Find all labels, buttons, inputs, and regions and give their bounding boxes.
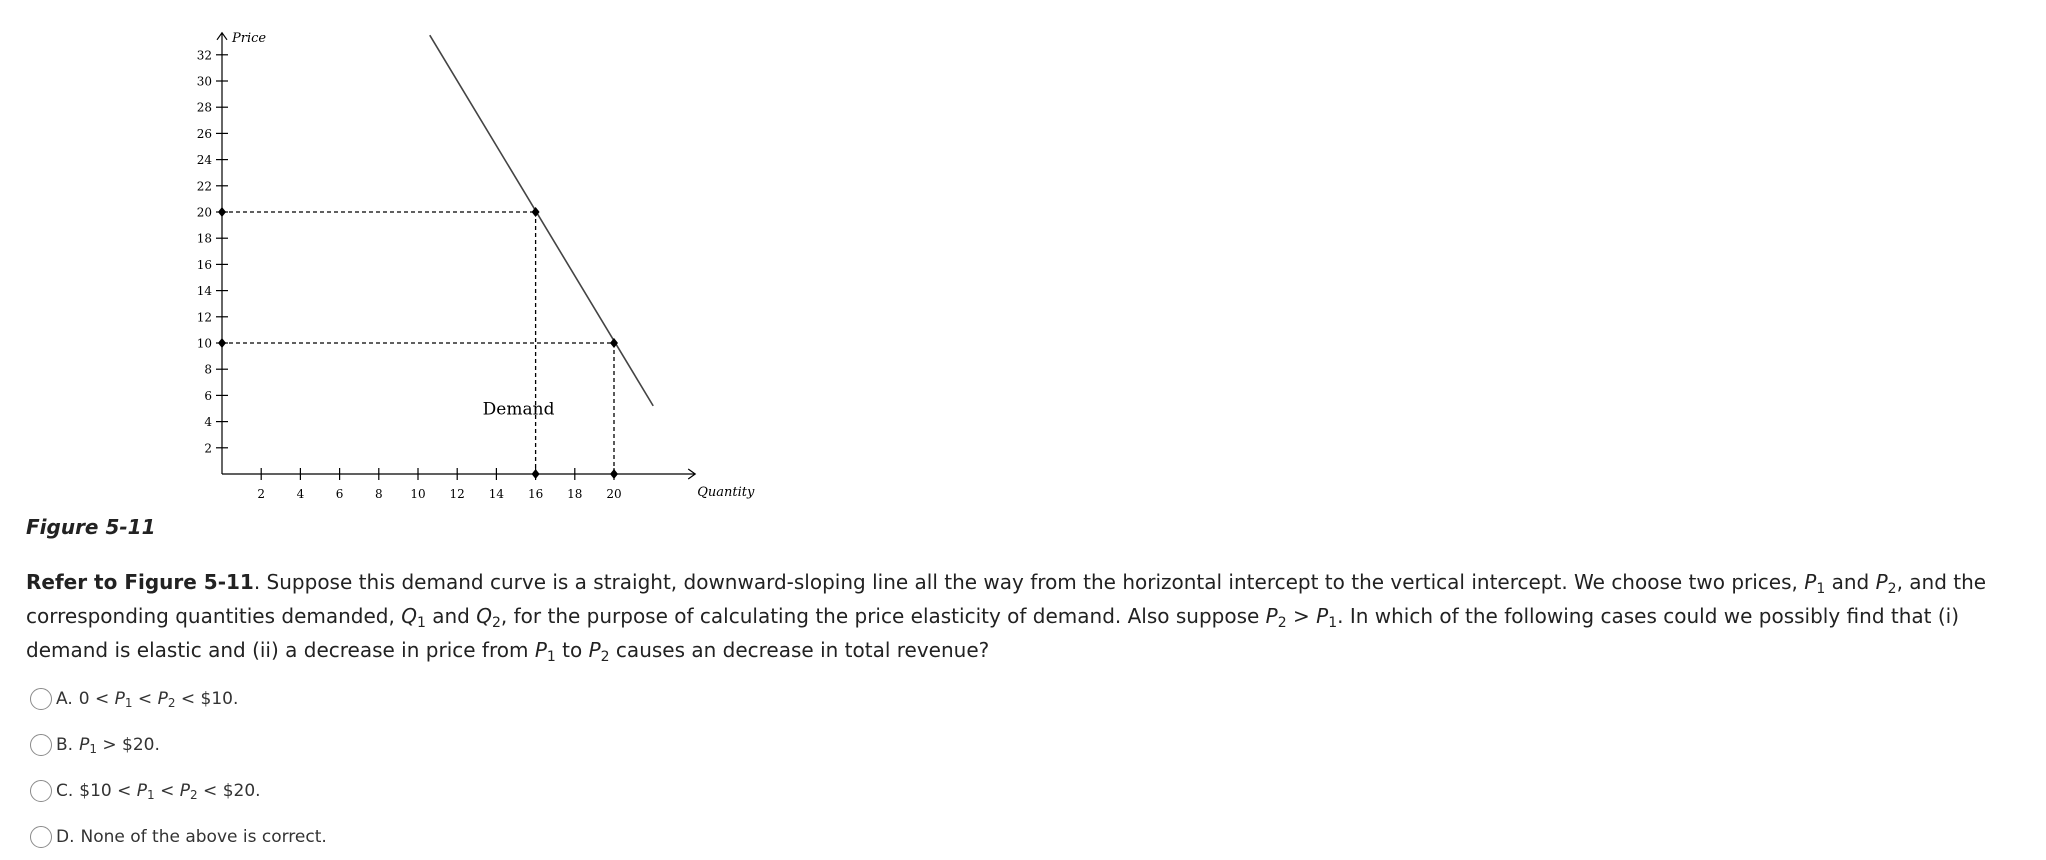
choice-a-text: $0 < P_1 < P_2$ < $10. xyxy=(78,689,239,710)
choice-a[interactable] xyxy=(30,676,327,722)
y-tick-label: 24 xyxy=(196,153,212,168)
x-tick-label: 4 xyxy=(296,487,305,501)
choice-b-text: $P_1$ > $20. xyxy=(79,735,160,756)
y-tick-label: 26 xyxy=(196,126,212,141)
x-tick-label: 10 xyxy=(410,487,426,501)
demand-label: Demand xyxy=(482,399,555,420)
x-tick-label: 18 xyxy=(567,487,583,501)
y-tick-label: 30 xyxy=(196,74,212,89)
question-text: Refer to Figure 5-11. Suppose this demand curve is a straight, downward-sloping line all the way from the horizontal intercept to the vertical intercept. We choose two prices, $P_1$ and $P_2$, and the corresponding quantities demanded, $Q_1$ and $Q_2$, for the purpose of calculating the price elasticity of demand. Also suppose $P_2 > P_1$. In which of the following cases could we possibly find that (i) demand is elastic and (ii) a decrease in price from $P_1$ to $P_2$ causes an decrease in total revenue? xyxy=(26,570,1987,665)
choice-d-text: None of the above is correct. xyxy=(80,827,327,847)
x-tick-label: 2 xyxy=(257,487,266,501)
radio-a[interactable] xyxy=(30,688,52,710)
y-tick-label: 16 xyxy=(196,257,212,272)
choice-c[interactable] xyxy=(30,768,327,814)
choice-b-letter: B. xyxy=(56,735,74,755)
y-tick-label: 28 xyxy=(196,100,212,115)
y-axis-marker xyxy=(218,338,226,348)
x-tick-label: 12 xyxy=(449,487,465,501)
demand-chart xyxy=(170,20,755,520)
choice-b[interactable] xyxy=(30,722,327,768)
x-axis-label: Quantity xyxy=(697,485,755,500)
radio-b[interactable] xyxy=(30,734,52,756)
radio-c[interactable] xyxy=(30,780,52,802)
x-tick-label: 14 xyxy=(488,487,505,501)
y-tick-label: 22 xyxy=(196,179,212,194)
x-axis-marker xyxy=(610,469,618,479)
y-tick-label: 14 xyxy=(196,284,212,299)
choice-d[interactable] xyxy=(30,814,327,860)
y-tick-label: 6 xyxy=(204,388,212,403)
y-tick-label: 4 xyxy=(204,415,212,430)
x-tick-label: 6 xyxy=(335,487,344,501)
figure-caption: Figure 5-11 xyxy=(26,515,156,539)
y-tick-label: 8 xyxy=(204,362,212,377)
y-axis-label: Price xyxy=(232,30,267,46)
y-axis-marker xyxy=(218,207,226,217)
question-bold-ref: Refer to Figure 5-11 xyxy=(26,570,254,594)
x-axis-marker xyxy=(532,469,540,479)
demand-curve xyxy=(430,35,653,406)
choice-c-letter: C. xyxy=(56,781,74,801)
y-tick-label: 32 xyxy=(196,48,212,63)
y-tick-label: 12 xyxy=(196,310,212,325)
y-tick-label: 18 xyxy=(196,231,212,246)
x-tick-label: 20 xyxy=(606,487,622,501)
choice-c-text: $10 < $P_1 < P_2$ < $20. xyxy=(79,781,261,802)
y-tick-label: 2 xyxy=(204,441,212,456)
x-tick-label: 8 xyxy=(374,487,383,501)
radio-d[interactable] xyxy=(30,826,52,848)
choice-a-letter: A. xyxy=(56,689,73,709)
y-tick-label: 20 xyxy=(196,205,212,220)
choice-d-letter: D. xyxy=(56,827,75,847)
answer-choices xyxy=(30,676,327,860)
y-tick-label: 10 xyxy=(196,336,212,351)
x-tick-label: 16 xyxy=(527,487,544,501)
